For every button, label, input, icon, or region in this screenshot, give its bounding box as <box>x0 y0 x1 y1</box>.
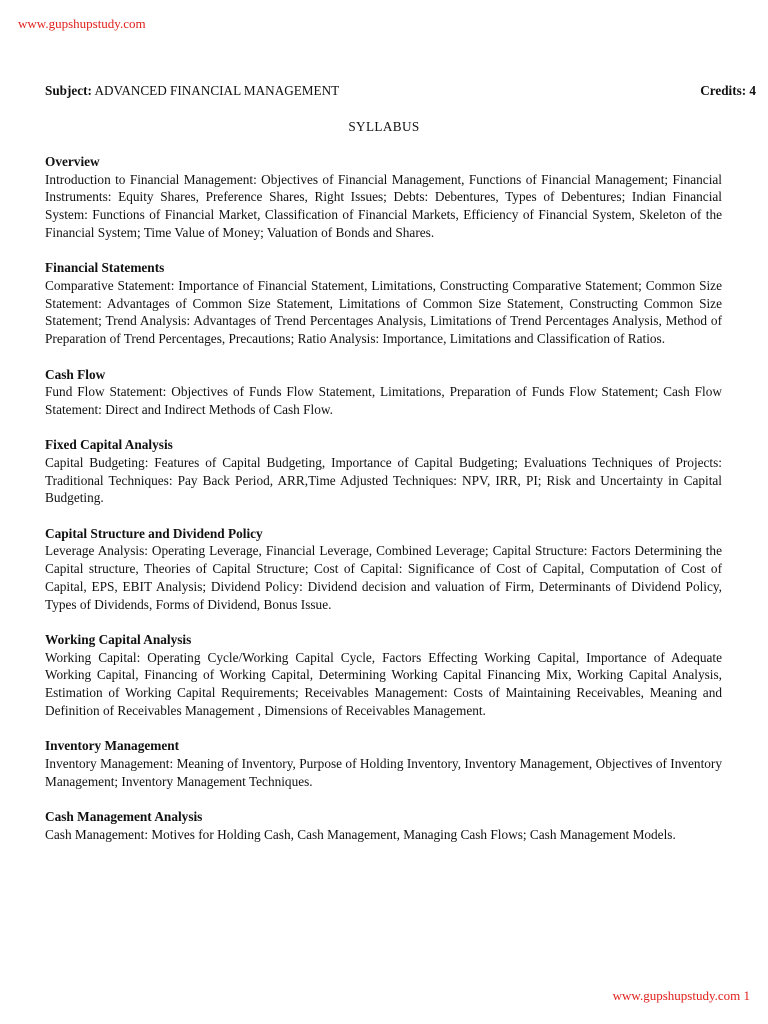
section-heading: Cash Management Analysis <box>45 808 203 824</box>
section-body: Working Capital: Operating Cycle/Working Capital Cycle, Factors Effecting Working Capital, Importance of Adequate Working Capital, Financing of Working Capital, Determining Working Capital Financing Mix, Working Capital Analysis, Estimation of Working Capital Requirements; Receivables Management: Costs of Maintaining Receivables, Meaning and Definition of Receivables Management , Dimensions of Receivables Management. <box>45 649 722 718</box>
section-capital-structure <box>45 525 722 614</box>
footer <box>613 988 750 1004</box>
section-body: Inventory Management: Meaning of Inventory, Purpose of Holding Inventory, Inventory Management, Objectives of Inventory Management; Inventory Management Techniques. <box>45 755 722 789</box>
section-working-capital-analysis <box>45 631 722 720</box>
page-title: SYLLABUS <box>348 119 420 134</box>
section-financial-statements <box>45 259 722 348</box>
section-body: Comparative Statement: Importance of Financial Statement, Limitations, Constructing Comparative Statement; Common Size Statement: Advantages of Common Size Statement, Limitations of Common Size Statement, Constructing Common Size Statement; Trend Analysis: Advantages of Trend Percentages Analysis, Limitations of Trend Percentages Analysis, Method of Preparation of Trend Percentages, Precautions; Ratio Analysis: Importance, Limitations and Classification of Ratios. <box>45 277 722 347</box>
subject-line <box>45 83 756 99</box>
section-heading: Working Capital Analysis <box>45 632 192 648</box>
section-inventory-management <box>45 737 722 790</box>
subject-name: ADVANCED FINANCIAL MANAGEMENT <box>94 83 340 98</box>
section-body: Cash Management: Motives for Holding Cash, Cash Management, Managing Cash Flows; Cash Management Models. <box>45 826 676 842</box>
section-body: Capital Budgeting: Features of Capital Budgeting, Importance of Capital Budgeting; Evaluations Techniques of Projects: Traditional Techniques: Pay Back Period, ARR,Time Adjusted Techniques: NPV, IRR, PI; Risk and Uncertainty in Capital Budgeting. <box>45 454 722 506</box>
section-body: Introduction to Financial Management: Objectives of Financial Management, Functions of Financial Management; Financial Instruments: Equity Shares, Preference Shares, Right Issues; Debts: Debentures, Types of Debentures; Indian Financial System: Functions of Financial Market, Classification of Financial Markets, Efficiency of Financial System, Skeleton of the Financial System; Time Value of Money; Valuation of Bonds and Shares. <box>45 171 722 240</box>
credits: Credits: 4 <box>700 83 756 98</box>
section-body: Leverage Analysis: Operating Leverage, Financial Leverage, Combined Leverage; Capital Structure: Factors Determining the Capital structure, Theories of Capital Structure; Cost of Capital: Significance of Cost of Capital, Computation of Cost of Capital, EPS, EBIT Analysis; Dividend Policy: Dividend decision and valuation of Firm, Determinants of Dividend Policy, Types of Dividends, Forms of Dividend, Bonus Issue. <box>45 543 722 612</box>
section-heading: Capital Structure and Dividend Policy <box>45 525 263 541</box>
section-overview <box>45 153 722 242</box>
section-fixed-capital-analysis <box>45 436 722 507</box>
subject <box>45 83 339 99</box>
footer-url-link[interactable]: www.gupshupstudy.com <box>612 988 741 1003</box>
subject-label: Subject: <box>45 83 92 98</box>
section-cash-flow <box>45 366 722 419</box>
section-body: Fund Flow Statement: Objectives of Funds Flow Statement, Limitations, Preparation of Funds Flow Statement; Cash Flow Statement: Direct and Indirect Methods of Cash Flow. <box>45 384 722 417</box>
section-heading: Cash Flow <box>45 366 106 382</box>
page-number: 1 <box>743 988 750 1003</box>
syllabus-content <box>45 153 722 861</box>
section-cash-management-analysis <box>45 808 722 843</box>
header-url-link[interactable]: www.gupshupstudy.com <box>18 16 146 31</box>
section-heading: Fixed Capital Analysis <box>45 437 173 453</box>
section-heading: Inventory Management <box>45 738 180 754</box>
section-heading: Financial Statements <box>45 260 165 276</box>
section-heading: Overview <box>45 154 100 169</box>
